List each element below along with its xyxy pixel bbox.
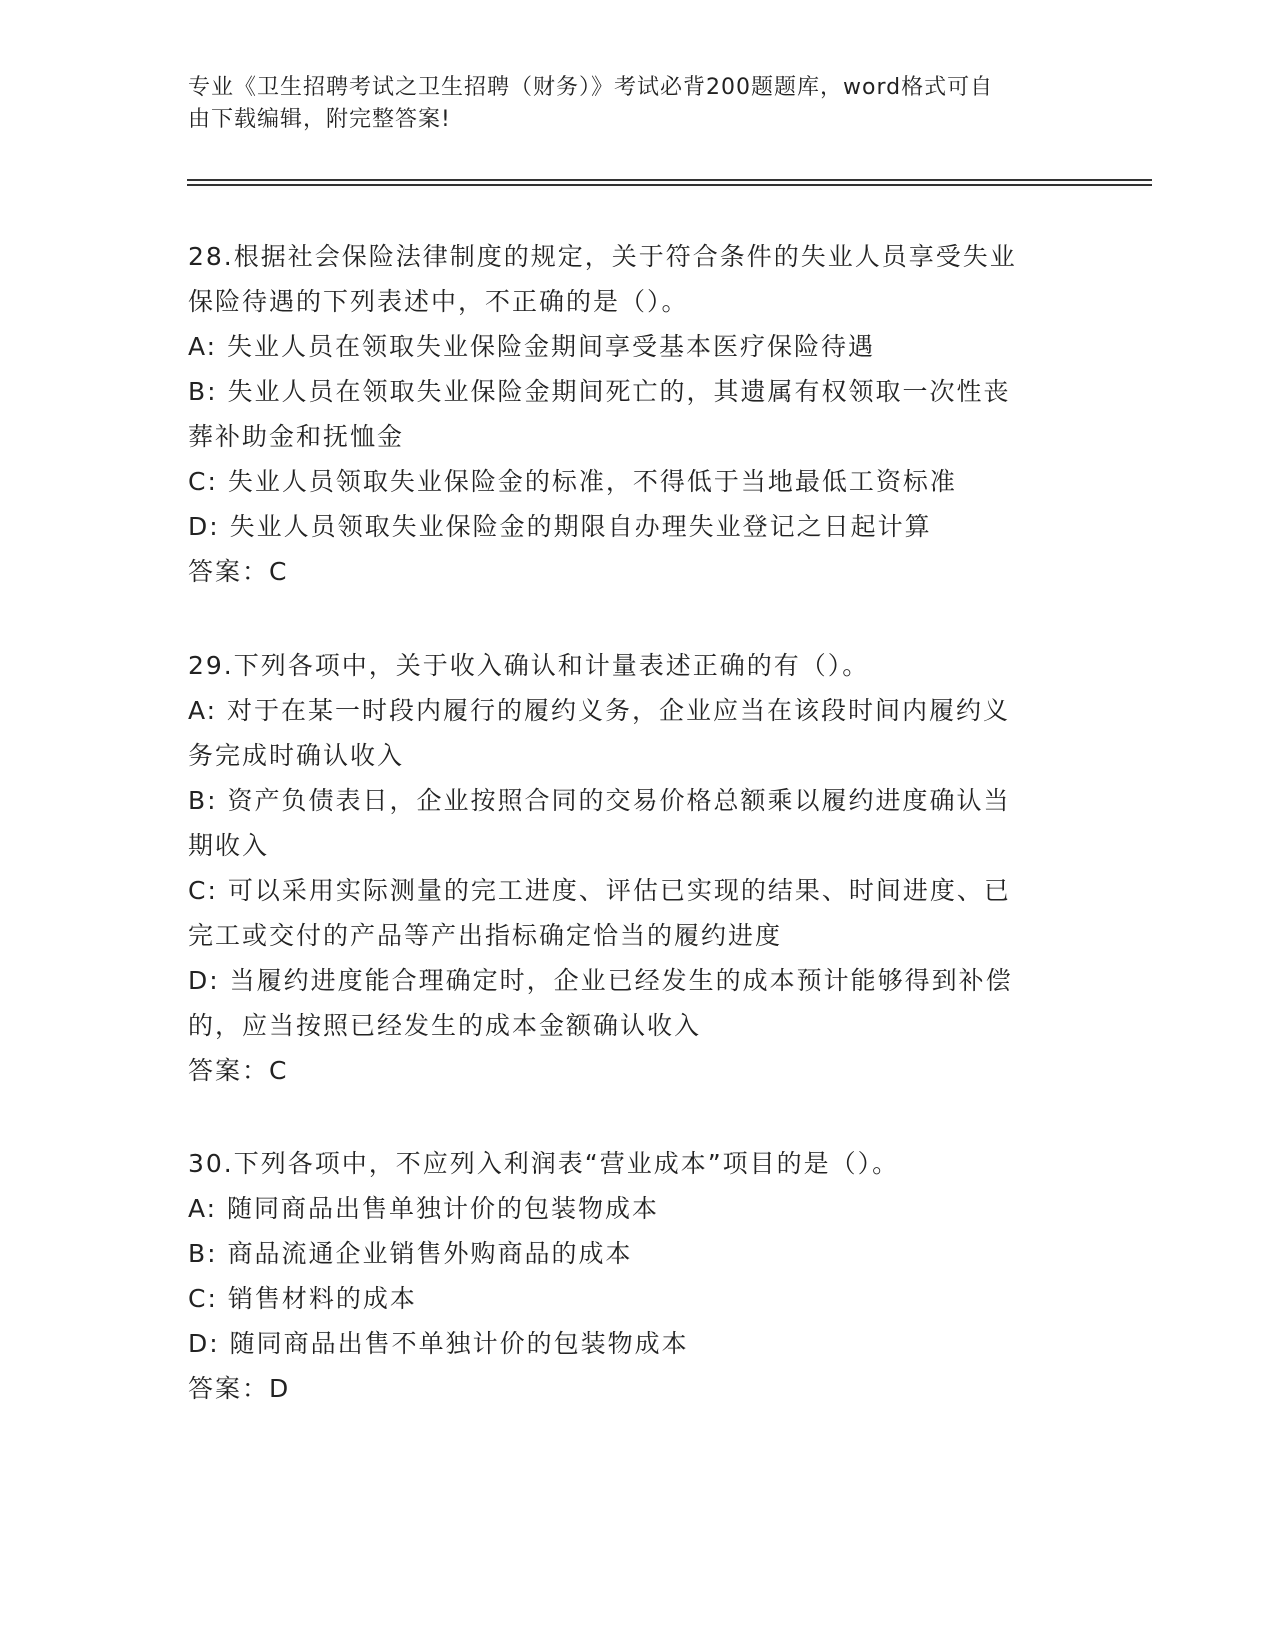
answer: 答案：C [188,557,289,586]
question-30 [188,1141,1088,1411]
option-d: 的，应当按照已经发生的成本金额确认收入 [188,1011,702,1040]
option-d: D: 失业人员领取失业保险金的期限自办理失业登记之日起计算 [188,512,932,541]
option-d: D: 随同商品出售不单独计价的包装物成本 [188,1329,689,1358]
header-line-1: 专业《卫生招聘考试之卫生招聘（财务）》考试必背200题题库，word格式可自 [188,75,994,100]
option-a: A: 失业人员在领取失业保险金期间享受基本医疗保险待遇 [188,332,876,361]
question-stem: 29.下列各项中，关于收入确认和计量表述正确的有（）。 [188,651,870,680]
option-c: C: 销售材料的成本 [188,1284,417,1313]
question-28 [188,234,1088,594]
option-d: D: 当履约进度能合理确定时，企业已经发生的成本预计能够得到补偿 [188,966,1013,995]
header-line-2: 由下载编辑，附完整答案! [188,107,451,132]
document-header [188,72,1088,136]
option-c: C: 失业人员领取失业保险金的标准，不得低于当地最低工资标准 [188,467,957,496]
option-c: 完工或交付的产品等产出指标确定恰当的履约进度 [188,921,783,950]
option-b: 期收入 [188,831,270,860]
header-divider-top [187,179,1152,181]
answer: 答案：C [188,1056,289,1085]
answer: 答案：D [188,1374,291,1403]
question-29 [188,643,1088,1093]
option-b: 葬补助金和抚恤金 [188,422,405,451]
question-stem: 30.下列各项中，不应列入利润表“营业成本”项目的是（）。 [188,1149,900,1178]
question-stem: 28.根据社会保险法律制度的规定，关于符合条件的失业人员享受失业 [188,242,1017,271]
option-a: 务完成时确认收入 [188,741,405,770]
option-a: A: 随同商品出售单独计价的包装物成本 [188,1194,660,1223]
question-stem: 保险待遇的下列表述中，不正确的是（）。 [188,287,689,316]
option-b: B: 资产负债表日，企业按照合同的交易价格总额乘以履约进度确认当 [188,786,1011,815]
option-a: A: 对于在某一时段内履行的履约义务，企业应当在该段时间内履约义 [188,696,1011,725]
option-b: B: 失业人员在领取失业保险金期间死亡的，其遗属有权领取一次性丧 [188,377,1011,406]
header-divider-bottom [187,184,1152,186]
option-b: B: 商品流通企业销售外购商品的成本 [188,1239,633,1268]
option-c: C: 可以采用实际测量的完工进度、评估已实现的结果、时间进度、已 [188,876,1011,905]
